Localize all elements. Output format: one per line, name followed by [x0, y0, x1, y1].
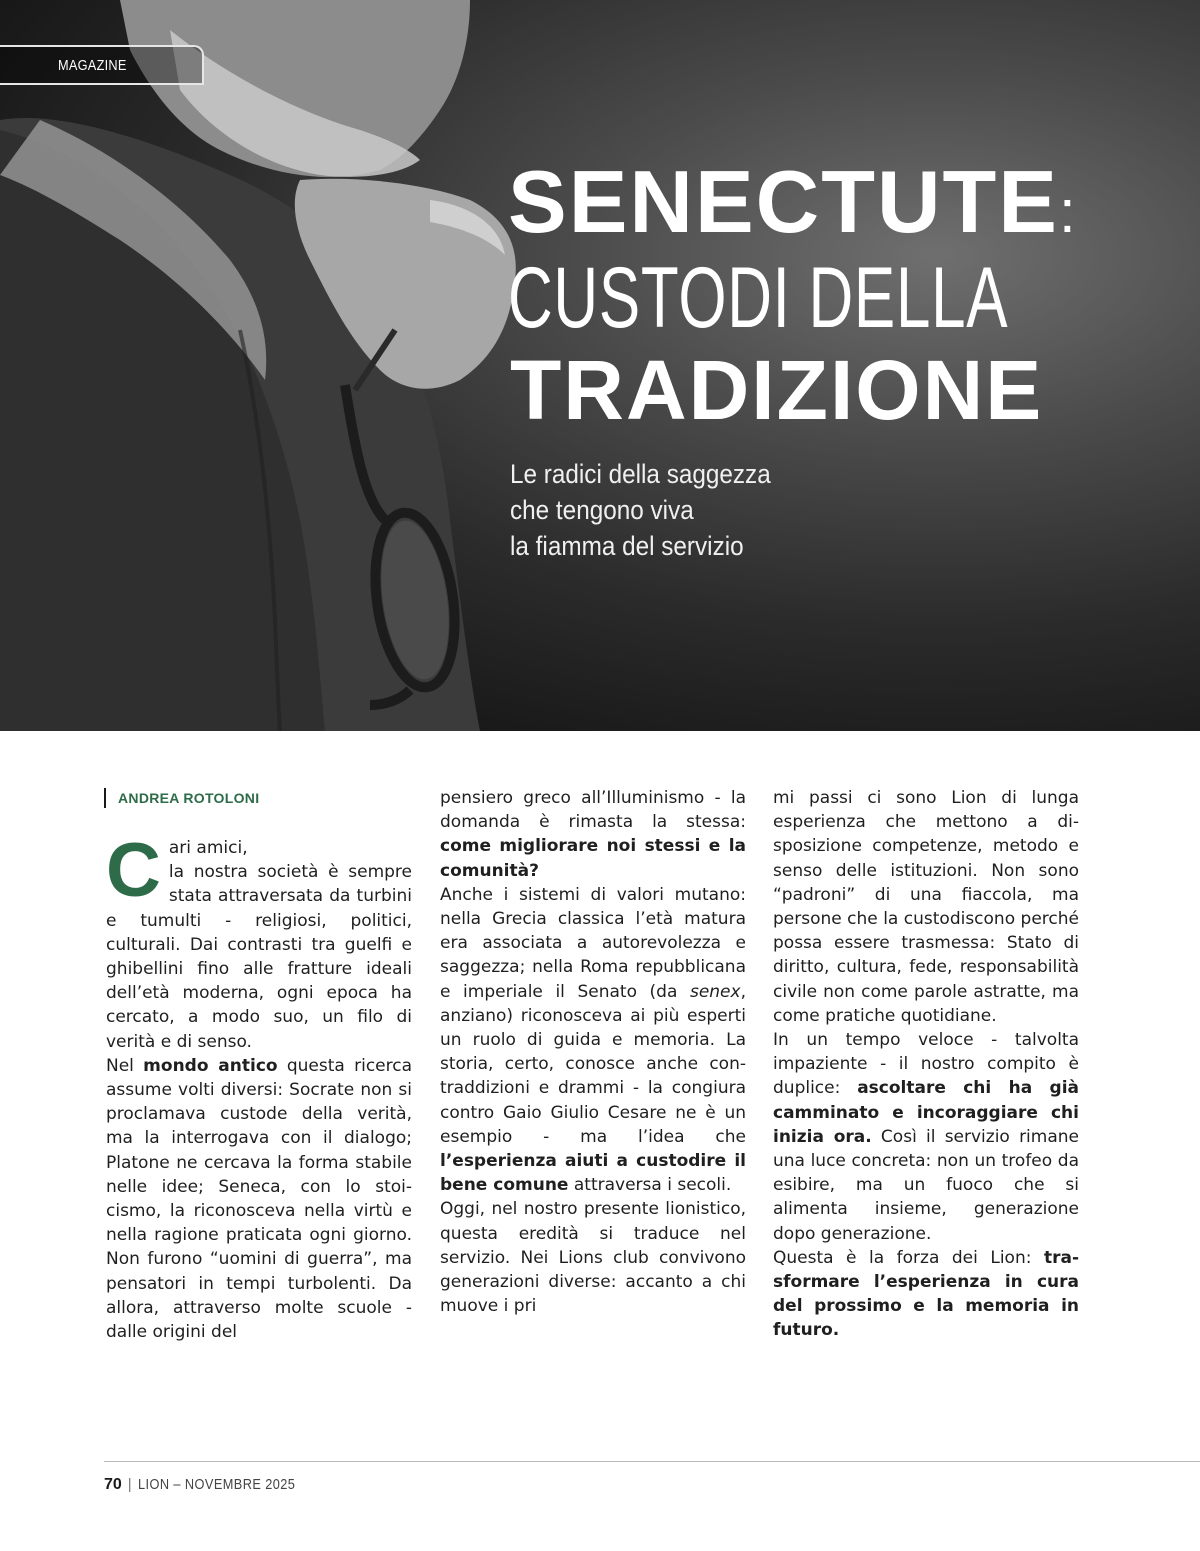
paragraph: mi passi ci sono Lion di lunga esperienza che mettono a disposizione competenze, metodo e senso delle istituzioni. Non sono “padroni” di una fiaccola, ma persone che la custodiscono perché possa essere trasmessa: Stato di diritto, cultura, fede, responsabilità civile non come parole astratte, ma come pratiche quotidiane. — [773, 788, 1079, 1026]
footer-separator: | — [127, 1476, 132, 1493]
article-column-3 — [773, 786, 1079, 1343]
section-tag: MAGAZINE — [58, 57, 127, 74]
publication-issue: LION – NOVEMBRE 2025 — [137, 1476, 296, 1493]
paragraph: Anche i sistemi di valori mutano: nella Grecia classica l’età matura era associata a autorevolezza e saggezza; nella Roma repubblicana e imperiale il Senato (da senex, anziano) riconosceva ai più esperti un ruolo di guida e memoria. La storia, certo, conosce anche contraddizioni e drammi - la congiura contro Gaio Giulio Cesare ne è un esempio - ma l’idea che l’esperienza aiuti a custodire il bene comune attraversa i secoli. — [440, 884, 746, 1196]
paragraph: Nel mondo antico questa ricerca assume volti diversi: Socrate non si proclamava custode della verità, ma la interrogava con il dialogo; Platone ne cercava la forma stabile nelle idee; Seneca, con lo stoicismo, la riconosceva nella virtù e nella ragione praticata ogni giorno. Non furono “uomini di guerra”, ma pensatori in tempi turbolenti. Da allora, attraverso molte scuole - dalle origini del — [106, 1055, 412, 1343]
page-footer — [104, 1476, 323, 1494]
paragraph: Oggi, nel nostro presente lionistico, questa eredità si traduce nel servizio. Nei Lions club convivono generazioni diverse: accanto a chi muove i pri — [440, 1199, 746, 1317]
paragraph: Questa è la forza dei Lion: trasformare l’esperienza in cura del prossimo e la memoria in futuro. — [773, 1247, 1079, 1341]
subtitle-line: Le radici della saggezza — [510, 459, 771, 489]
drop-cap: C — [106, 828, 161, 913]
headline-line-2: CUSTODI DELLA — [508, 250, 1009, 346]
paragraph: pensiero greco all’Illuminismo - la domanda è rimasta la stessa: come migliorare noi stessi e la comunità? — [440, 788, 746, 881]
subtitle-line: la fiamma del servizio — [510, 531, 744, 561]
paragraph: In un tempo veloce - talvolta impaziente - il nostro compito è duplice: ascoltare chi ha già camminato e incoraggiare chi inizia ora. Così il servizio rimane una luce concreta: non un trofeo da esibire, ma un fuoco che si alimenta insieme, generazione dopo generazione. — [773, 1030, 1079, 1244]
subtitle-line: che tengono viva — [510, 495, 694, 525]
headline-line-1: SENECTUTE: — [508, 152, 1078, 251]
article-column-2 — [440, 786, 746, 1318]
headline-colon: : — [1058, 178, 1078, 245]
hero-photo — [0, 0, 1200, 731]
subtitle — [510, 456, 800, 564]
footer-divider — [104, 1461, 1200, 1462]
paragraph: Cari amici, la nostra società è sempre stata attraversata da turbini e tumulti - religiosi, politici, culturali. Dai contrasti tra guelfi e ghibellini fino alle fratture ideali dell’età moderna, ogni epoca ha cercato, a modo suo, un filo di verità e di senso. — [106, 828, 412, 1052]
headline-line-3: TRADIZIONE — [510, 343, 1044, 437]
page-number: 70 — [104, 1476, 122, 1493]
article-column-1 — [106, 828, 412, 1344]
author-byline: ANDREA ROTOLONI — [104, 788, 259, 808]
